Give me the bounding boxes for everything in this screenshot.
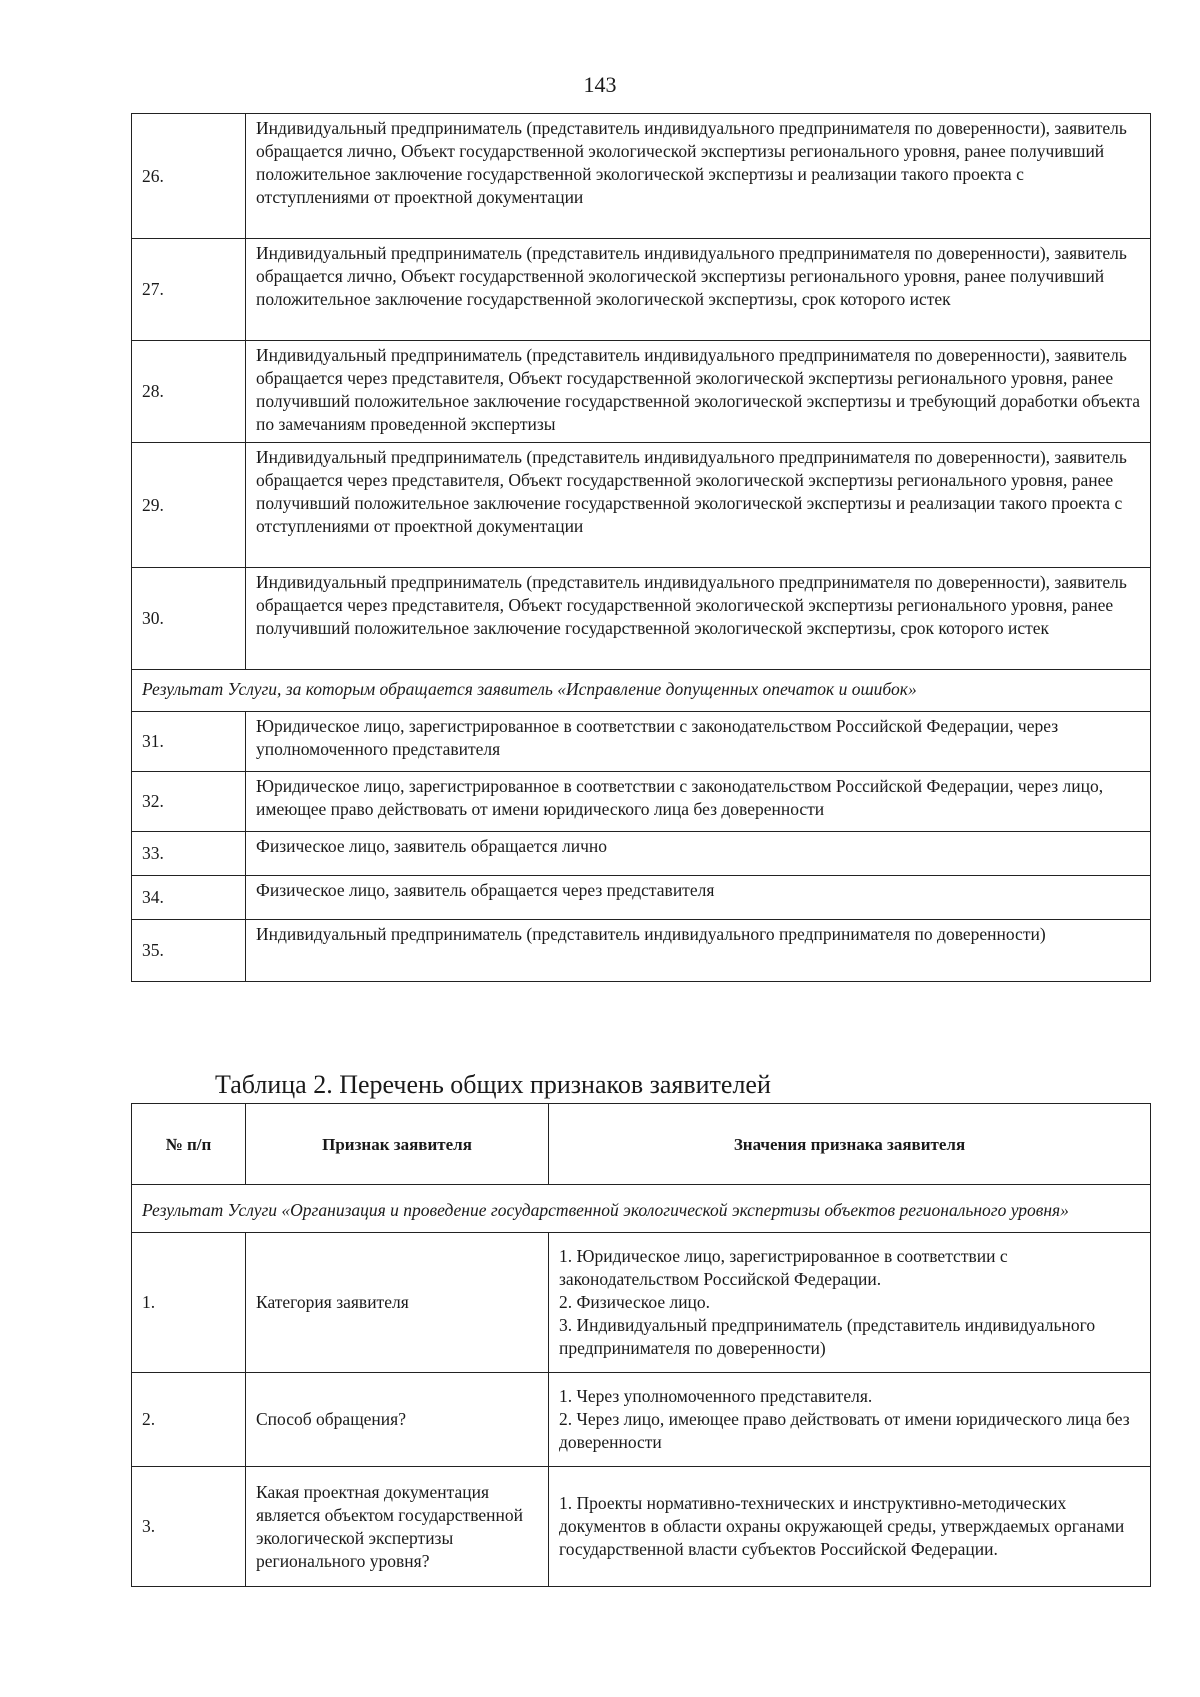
attribute-name: Категория заявителя <box>246 1233 549 1373</box>
row-description: Индивидуальный предприниматель (представитель индивидуального предпринимателя по доверенности) <box>246 920 1151 982</box>
row-number: 35. <box>132 920 246 982</box>
row-number: 29. <box>132 443 246 568</box>
row-description: Индивидуальный предприниматель (представитель индивидуального предпринимателя по доверенности), заявитель обращается через представителя, Объект государственной экологической экспертизы регионального уровня, ранее получивший положительное заключение государственной экологической экспертизы и требующий доработки объекта по замечаниям проведенной экспертизы <box>246 341 1151 443</box>
table-row <box>132 568 1151 670</box>
value-item: 1. Проекты нормативно-технических и инструктивно-методических документов в области охраны окружающей среды, утверждаемых органами государственной власти субъектов Российской Федерации. <box>559 1493 1125 1559</box>
column-header-number: № п/п <box>132 1104 246 1185</box>
row-number: 28. <box>132 341 246 443</box>
row-number: 1. <box>132 1233 246 1373</box>
column-header-values: Значения признака заявителя <box>549 1104 1151 1185</box>
row-number: 3. <box>132 1467 246 1587</box>
table-row <box>132 832 1151 876</box>
section-row <box>132 1185 1151 1233</box>
value-item: 1. Юридическое лицо, зарегистрированное в соответствии с законодательством Российской Федерации. <box>559 1246 1008 1289</box>
table-row <box>132 341 1151 443</box>
header-row <box>132 1104 1151 1185</box>
page-number: 143 <box>583 72 617 97</box>
value-item: 3. Индивидуальный предприниматель (представитель индивидуального предпринимателя по доверенности) <box>559 1315 1096 1358</box>
row-number: 30. <box>132 568 246 670</box>
table-row <box>132 1467 1151 1587</box>
row-number: 32. <box>132 772 246 832</box>
table-row <box>132 443 1151 568</box>
section-row <box>132 670 1151 712</box>
attribute-values <box>549 1233 1151 1373</box>
row-number: 34. <box>132 876 246 920</box>
applicant-variants-table <box>131 113 1151 982</box>
row-description: Индивидуальный предприниматель (представитель индивидуального предпринимателя по доверенности), заявитель обращается лично, Объект государственной экологической экспертизы регионального уровня, ранее получивший положительное заключение государственной экологической экспертизы, срок которого истек <box>246 239 1151 341</box>
attribute-name: Способ обращения? <box>246 1373 549 1467</box>
row-description: Юридическое лицо, зарегистрированное в соответствии с законодательством Российской Федерации, через лицо, имеющее право действовать от имени юридического лица без доверенности <box>246 772 1151 832</box>
table-row <box>132 712 1151 772</box>
table-row <box>132 920 1151 982</box>
attribute-values <box>549 1373 1151 1467</box>
row-description: Юридическое лицо, зарегистрированное в соответствии с законодательством Российской Федерации, через уполномоченного представителя <box>246 712 1151 772</box>
table-2-title: Таблица 2. Перечень общих признаков заявителей <box>215 1070 771 1099</box>
row-number: 33. <box>132 832 246 876</box>
row-description: Физическое лицо, заявитель обращается через представителя <box>246 876 1151 920</box>
table-row <box>132 1233 1151 1373</box>
section-heading: Результат Услуги, за которым обращается заявитель «Исправление допущенных опечаток и ошибок» <box>132 670 1151 712</box>
table-row <box>132 876 1151 920</box>
row-description: Индивидуальный предприниматель (представитель индивидуального предпринимателя по доверенности), заявитель обращается через представителя, Объект государственной экологической экспертизы регионального уровня, ранее получивший положительное заключение государственной экологической экспертизы, срок которого истек <box>246 568 1151 670</box>
row-number: 27. <box>132 239 246 341</box>
table-row <box>132 1373 1151 1467</box>
applicant-attributes-table <box>131 1103 1151 1587</box>
attribute-name: Какая проектная документация является объектом государственной экологической экспертизы регионального уровня? <box>246 1467 549 1587</box>
value-item: 2. Через лицо, имеющее право действовать от имени юридического лица без доверенности <box>559 1409 1130 1452</box>
attribute-values <box>549 1467 1151 1587</box>
row-number: 26. <box>132 114 246 239</box>
column-header-attribute: Признак заявителя <box>246 1104 549 1185</box>
row-number: 31. <box>132 712 246 772</box>
row-number: 2. <box>132 1373 246 1467</box>
row-description: Физическое лицо, заявитель обращается лично <box>246 832 1151 876</box>
row-description: Индивидуальный предприниматель (представитель индивидуального предпринимателя по доверенности), заявитель обращается через представителя, Объект государственной экологической экспертизы регионального уровня, ранее получивший положительное заключение государственной экологической экспертизы и реализации такого проекта с отступлениями от проектной документации <box>246 443 1151 568</box>
table-row <box>132 114 1151 239</box>
table-row <box>132 772 1151 832</box>
value-item: 1. Через уполномоченного представителя. <box>559 1386 873 1406</box>
row-description: Индивидуальный предприниматель (представитель индивидуального предпринимателя по доверенности), заявитель обращается лично, Объект государственной экологической экспертизы регионального уровня, ранее получивший положительное заключение государственной экологической экспертизы и реализации такого проекта с отступлениями от проектной документации <box>246 114 1151 239</box>
value-item: 2. Физическое лицо. <box>559 1292 711 1312</box>
section-heading: Результат Услуги «Организация и проведение государственной экологической экспертизы объектов регионального уровня» <box>132 1185 1151 1233</box>
table-row <box>132 239 1151 341</box>
